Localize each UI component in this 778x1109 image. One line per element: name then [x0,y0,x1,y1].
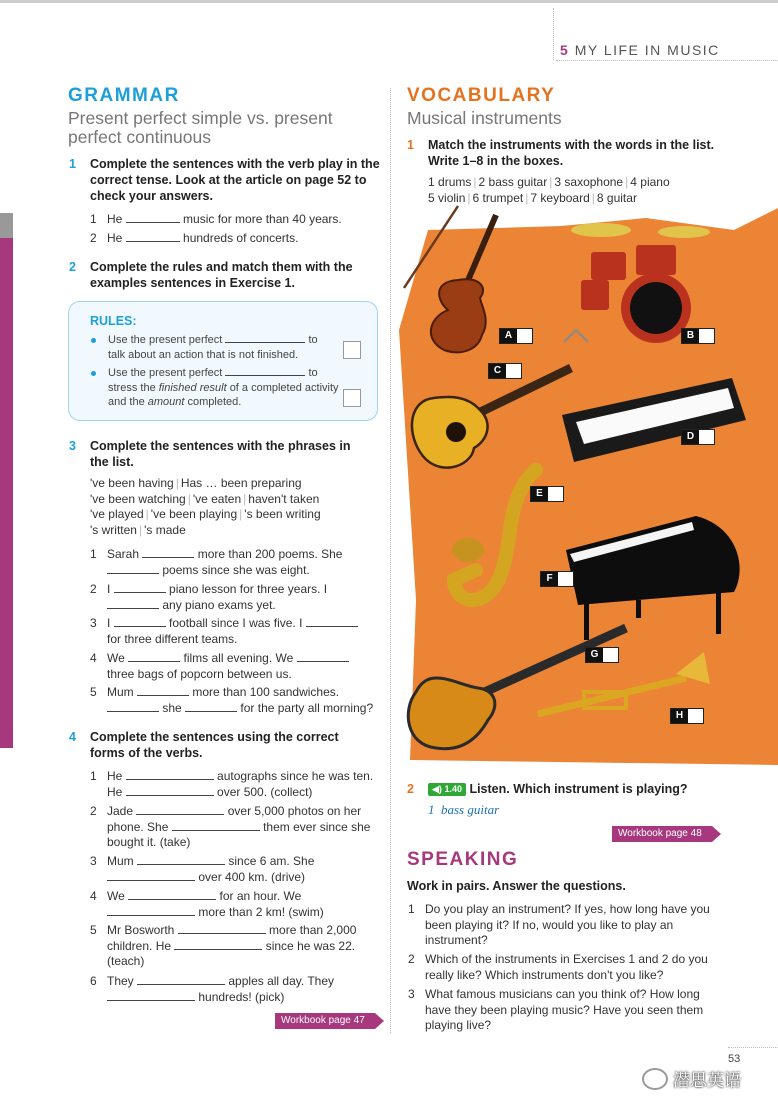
example-answer: 1 bass guitar [428,802,500,817]
label-d[interactable]: D [681,429,715,445]
ex1-item: 1 He music for more than 40 years. [90,212,342,226]
unit-number: 5 [560,42,570,58]
ex3-item: 5 Mum more than 100 sandwiches. she for the party all morning? [90,685,374,715]
label-a[interactable]: A [499,328,533,344]
answer-blank[interactable] [174,940,262,950]
answer-blank[interactable] [126,786,214,796]
speaker-icon: ◀) [432,784,442,794]
phrase-list: 've been having | Has … been preparing 've been watching | 've eaten | haven't taken 've played | 've been playing | 's been writing 's written | 's made [90,476,321,537]
workbook-link-48[interactable]: Workbook page 48 [612,826,712,842]
rule-1: Use the present perfect to talk about an action that is not finished. [108,333,338,362]
label-h[interactable]: H [670,708,704,724]
answer-blank[interactable] [126,213,180,223]
page-number: 53 [728,1053,741,1065]
bullet-icon [91,338,96,343]
answer-blank[interactable] [136,805,224,815]
vocab-ex2: 2 ◀) 1.40 Listen. Which instrument is playing? [407,782,688,796]
answer-blank[interactable] [126,232,180,242]
ex3-item: 2 I piano lesson for three years. I any piano exams yet. [90,582,328,612]
grammar-ex2: 2 Complete the rules and match them with the examples sentences in Exercise 1. [69,260,353,290]
answer-blank[interactable] [114,583,166,593]
watermark: 潜思英语 [642,1066,741,1091]
ex4-item: 6 They apples all day. They hundreds! (pick) [90,974,334,1004]
left-tab-gray [0,213,13,238]
header-divider [553,8,554,60]
ex4-item: 1 He autographs since he was ten. He over 500. (collect) [90,769,374,799]
answer-blank[interactable] [107,599,159,609]
answer-blank[interactable] [128,652,180,662]
footer-rule [728,1047,778,1048]
answer-blank[interactable] [107,702,159,712]
rule-2: Use the present perfect to stress the finished result of a completed activity and the amount completed. [108,366,340,410]
rules-heading: RULES: [90,314,137,328]
unit-title: MY LIFE IN MUSIC [574,42,720,58]
left-tab-strip [0,213,13,748]
label-f[interactable]: F [540,571,574,587]
ex-number: 1 [69,157,76,171]
answer-blank[interactable] [107,871,195,881]
ex4-item: 3 Mum since 6 am. She over 400 km. (drive) [90,854,315,884]
answer-blank[interactable] [107,564,159,574]
speaking-question: 2 Which of the instruments in Exercises 1 and 2 do you really like? Which instruments don't you like? [408,952,708,982]
rule-blank[interactable] [225,366,305,376]
label-g[interactable]: G [585,647,619,663]
ex3-item: 4 We films all evening. We three bags of popcorn between us. [107,651,377,682]
answer-blank[interactable] [126,770,214,780]
rule-1-box[interactable] [343,341,361,359]
rule-blank[interactable] [225,333,305,343]
answer-blank[interactable] [128,890,216,900]
word-list: 1 drums | 2 bass guitar | 3 saxophone | 4 piano 5 violin | 6 trumpet | 7 keyboard | 8 guitar [428,175,670,205]
grammar-subtitle: Present perfect simple vs. present perfect continuous [68,108,333,147]
unit-header [560,42,720,58]
grammar-ex1 [69,156,380,204]
ex3-item: 1 Sarah more than 200 poems. She poems since she was eight. [90,547,343,577]
ex4-item: 5 Mr Bosworth more than 2,000 children. He since he was 22. (teach) [90,923,357,968]
label-c[interactable]: C [488,363,522,379]
answer-blank[interactable] [114,617,166,627]
answer-blank[interactable] [178,924,266,934]
answer-blank[interactable] [297,652,349,662]
audio-badge[interactable]: ◀) 1.40 [428,783,466,796]
answer-blank[interactable] [185,702,237,712]
grammar-title: GRAMMAR [68,85,180,106]
page-top-border [0,0,778,3]
label-b[interactable]: B [681,328,715,344]
answer-blank[interactable] [107,906,195,916]
workbook-link-47[interactable]: Workbook page 47 [275,1013,375,1029]
instruments-illustration [396,200,778,765]
speaking-instruction: Work in pairs. Answer the questions. [407,879,626,893]
speaking-question: 1 Do you play an instrument? If yes, how long have you been playing it? If no, would you like to play an instrument? [408,902,710,947]
speaking-question: 3 What famous musicians can you think of? How long have they been playing music? Have you seen them playing live? [408,987,704,1032]
grammar-ex4: 4 Complete the sentences using the correct forms of the verbs. [69,730,339,760]
vocabulary-subtitle: Musical instruments [407,108,562,128]
speaking-title: SPEAKING [407,849,519,870]
answer-blank[interactable] [142,548,194,558]
answer-blank[interactable] [137,855,225,865]
rule-2-box[interactable] [343,389,361,407]
grammar-ex3: 3 Complete the sentences with the phrases in the list. [69,439,351,469]
label-e[interactable]: E [530,486,564,502]
vocab-ex1: 1 Match the instruments with the words in the list. Write 1–8 in the boxes. [407,138,715,168]
ex4-item: 2 Jade over 5,000 photos on her phone. She them ever since she bought it. (take) [90,804,371,849]
ex3-item: 3 I football since I was five. I for three different teams. [107,616,377,647]
answer-blank[interactable] [172,821,260,831]
wechat-icon [642,1068,668,1090]
ex1-item: 2 He hundreds of concerts. [90,231,299,245]
answer-blank[interactable] [137,686,189,696]
bullet-icon [91,371,96,376]
answer-blank[interactable] [107,991,195,1001]
answer-blank[interactable] [306,617,358,627]
vocabulary-title: VOCABULARY [407,85,556,106]
ex-instruction: Complete the sentences with the verb play in the correct tense. Look at the article on page 52 to check your answers. [90,157,380,203]
column-divider [390,88,391,1033]
header-rule [556,60,778,61]
answer-blank[interactable] [137,975,225,985]
ex4-item: 4 We for an hour. We more than 2 km! (swim) [90,889,324,919]
